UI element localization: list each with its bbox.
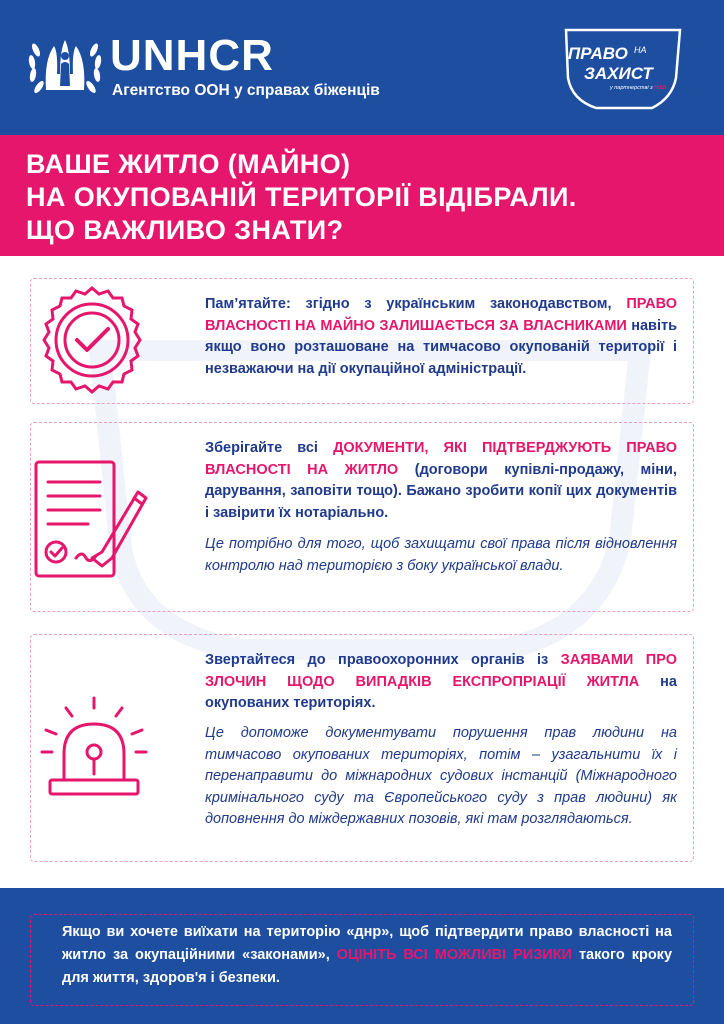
card3-italic-note: Це допоможе документувати порушення прав людини на тимчасово окупованих територіях, потім – узагальнити їх і перенаправити до міжнародних судових інстанцій (Міжнародного кримінального суду та Європейського суду з прав людини) як доповнення до міждержавних позовів, які там розглядаються. xyxy=(205,725,677,827)
partner-logo-line2: ЗАХИСТ xyxy=(584,64,653,83)
approved-seal-icon xyxy=(36,284,148,396)
signed-document-icon xyxy=(32,458,152,580)
unhcr-emblem-icon xyxy=(24,30,106,102)
partner-logo-tagline: у партнерстві з НАВ xyxy=(610,85,667,91)
bottom-warning-text: Якщо ви хочете виїхати на територію «днр», щоб підтвердити право власності на житло за окупаційними «законами», ОЦІНІТЬ ВСІ МОЖЛИВІ РИЗИКИ такого кроку для життя, здоров'я і безпеки. xyxy=(62,924,673,986)
page-title-line3: ЩО ВАЖЛИВО ЗНАТИ? xyxy=(26,215,344,245)
partner-logo-na: НА xyxy=(634,45,647,55)
partner-logo-line1: ПРАВО xyxy=(568,44,628,63)
card3-text: Звертайтеся до правоохоронних органів із ЗАЯВАМИ ПРО ЗЛОЧИН ЩОДО ВИПАДКІВ ЕКСПРОПРІАЦІЇ ЖИТЛА на окупованих територіях. xyxy=(205,652,678,711)
page-title-line1: ВАШЕ ЖИТЛО (МАЙНО) xyxy=(26,149,351,179)
card2-italic-note: Це потрібно для того, щоб захищати свої права після відновлення контролю над територією з боку української влади. xyxy=(205,536,677,574)
card1-text: Пам’ятайте: згідно з українським законодавством, ПРАВО ВЛАСНОСТІ НА МАЙНО ЗАЛИШАЄТЬСЯ ЗА ВЛАСНИКАМИ навіть якщо воно розташоване на тимчасово окупованій території і незважаючи на дії окупаційної адміністрації. xyxy=(205,296,677,377)
alarm-siren-icon xyxy=(36,694,152,804)
card2-text: Зберігайте всі ДОКУМЕНТИ, ЯКІ ПІДТВЕРДЖУЮТЬ ПРАВО ВЛАСНОСТІ НА ЖИТЛО (договори купівлі-продажу, міни, дарування, заповіти тощо). Бажано зробити копії цих документів і завірити їх нотаріально. xyxy=(205,440,678,521)
page-title-line2: НА ОКУПОВАНІЙ ТЕРИТОРІЇ ВІДІБРАЛИ. xyxy=(26,182,577,212)
org-name: UNHCR xyxy=(110,31,274,80)
org-subtitle: Агентство ООН у справах біженців xyxy=(112,82,380,99)
